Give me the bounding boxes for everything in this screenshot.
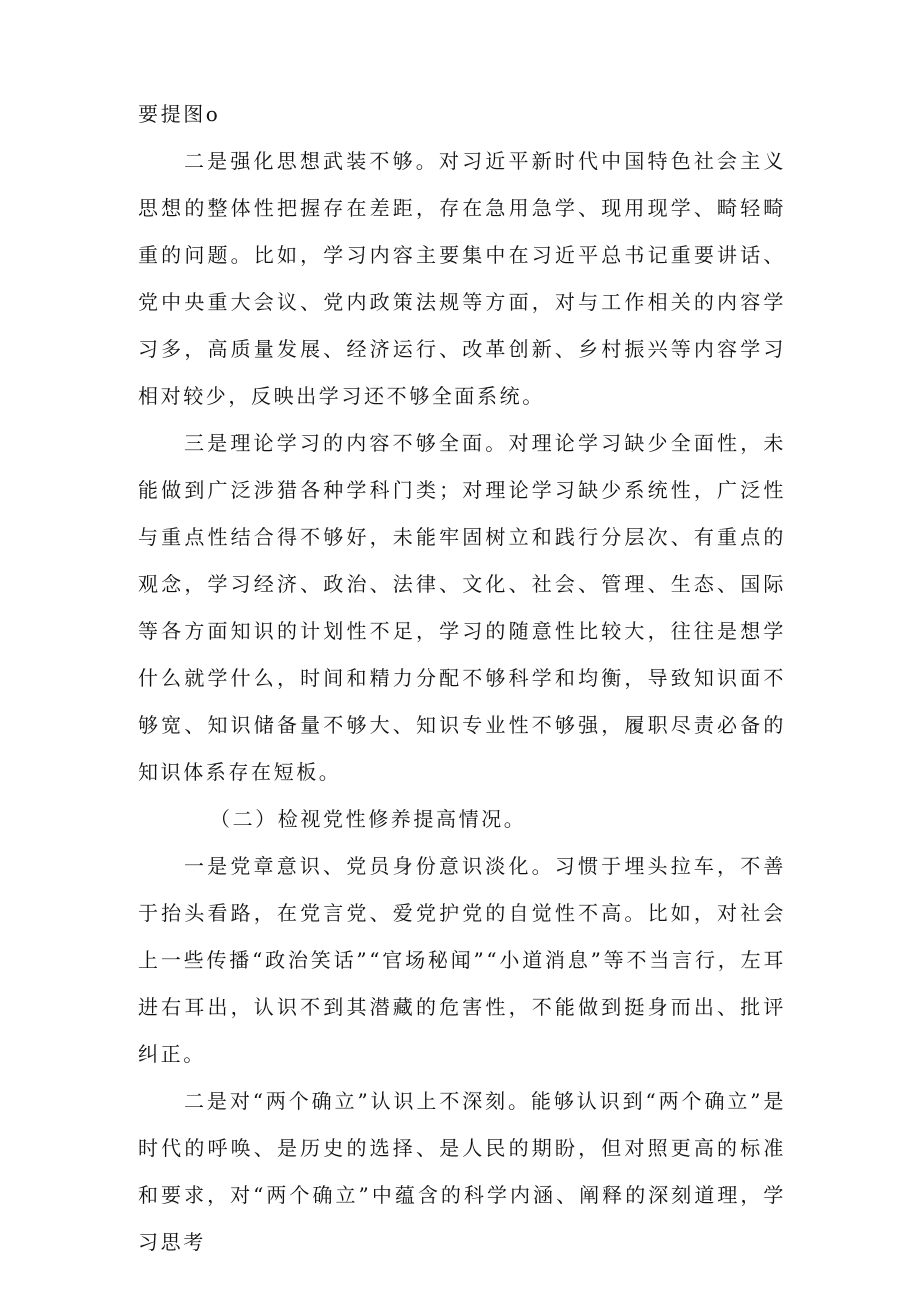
document-body bbox=[138, 91, 786, 1266]
paragraph-two-establishments: 二是对“两个确立”认识上不深刻。能够认识到“两个确立”是时代的呼唤、是历史的选择、是人民的期盼，但对照更高的标准和要求，对“两个确立”中蕴含的科学内涵、阐释的深刻道理，学习思考 bbox=[138, 1089, 786, 1254]
paragraph-theory-study-content: 三是理论学习的内容不够全面。对理论学习缺少全面性，未能做到广泛涉猎各种学科门类；对理论学习缺少系统性，广泛性与重点性结合得不够好，未能牢固树立和践行分层次、有重点的观念，学习经济、政治、法律、文化、社会、管理、生态、国际等各方面知识的计划性不足，学习的随意性比较大，往往是想学什么就学什么，时间和精力分配不够科学和均衡，导致知识面不够宽、知识储备量不够大、知识专业性不够强，履职尽责必备的知识体系存在短板。 bbox=[138, 431, 786, 784]
paragraph-party-constitution-awareness: 一是党章意识、党员身份意识淡化。习惯于埋头拉车，不善于抬头看路，在党言党、爱党护党的自觉性不高。比如，对社会上一些传播“政治笑话”“官场秘闻”“小道消息”等不当言行，左耳进右耳出，认识不到其潜藏的危害性，不能做到挺身而出、批评纠正。 bbox=[138, 854, 786, 1066]
paragraph-ideological-arming: 二是强化思想武装不够。对习近平新时代中国特色社会主义思想的整体性把握存在差距，存在急用急学、现用现学、畸轻畸重的问题。比如，学习内容主要集中在习近平总书记重要讲话、党中央重大会议、党内政策法规等方面，对与工作相关的内容学习多，高质量发展、经济运行、改革创新、乡村振兴等内容学习相对较少，反映出学习还不够全面系统。 bbox=[138, 149, 786, 408]
section-heading: （二）检视党性修养提高情况。 bbox=[210, 807, 527, 831]
paragraph-fragment: 要提图o bbox=[138, 102, 221, 126]
